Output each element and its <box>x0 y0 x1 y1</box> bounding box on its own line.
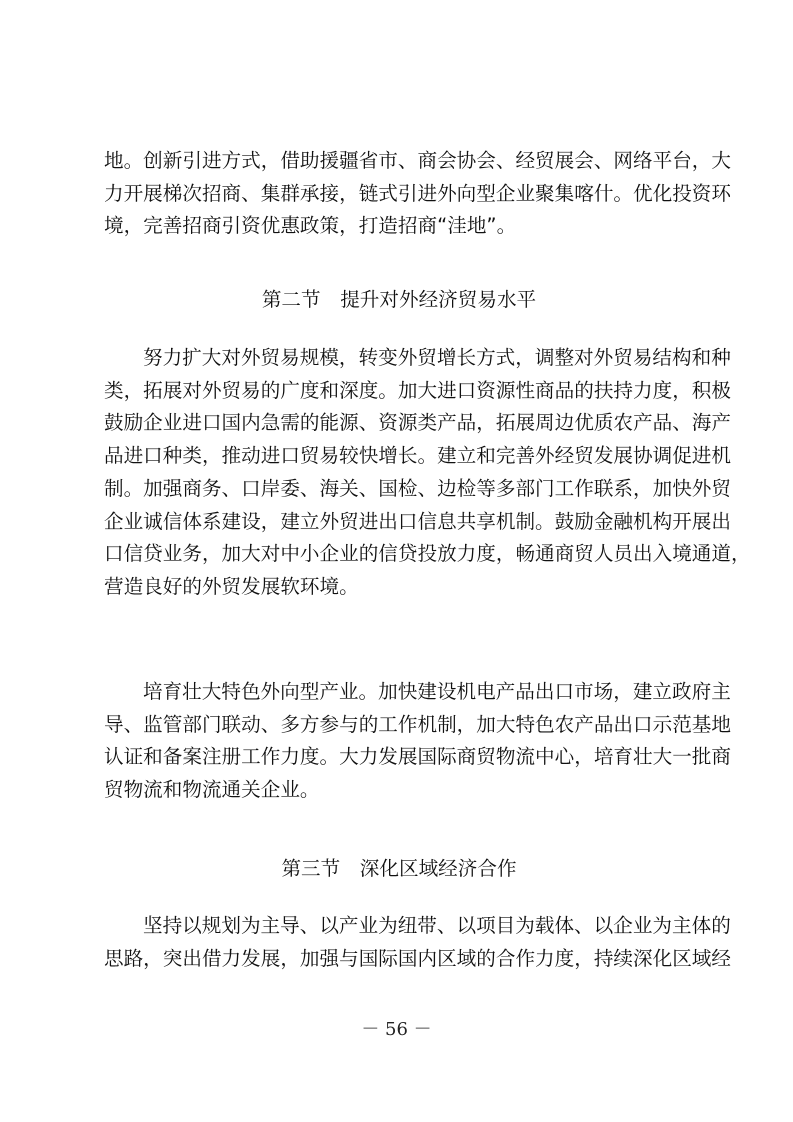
text-line: 品进口种类，推动进口贸易较快增长。建立和完善外经贸发展协调促进机 <box>104 444 731 468</box>
paragraph-investment-environment <box>104 145 731 243</box>
text-line: 认证和备案注册工作力度。大力发展国际商贸物流中心，培育壮大一批商 <box>104 745 731 769</box>
text-line: 力开展梯次招商、集群承接，链式引进外向型企业聚集喀什。优化投资环 <box>104 181 731 205</box>
text-line: 口信贷业务，加大对中小企业的信贷投放力度，畅通商贸人员出入境通道， <box>104 542 751 566</box>
text-line: 坚持以规划为主导、以产业为纽带、以项目为载体、以企业为主体的 <box>143 914 731 937</box>
text-line: 思路，突出借力发展，加强与国际国内区域的合作力度，持续深化区域经 <box>104 946 731 970</box>
text-line: 贸物流和物流通关企业。 <box>104 778 320 802</box>
text-line: 境，完善招商引资优惠政策，打造招商“洼地”。 <box>104 214 517 238</box>
page-number: － 56 － <box>361 1019 432 1040</box>
text-line: 鼓励企业进口国内急需的能源、资源类产品，拓展周边优质农产品、海产 <box>104 411 731 435</box>
paragraph-regional-cooperation <box>104 910 731 975</box>
section-heading-2: 第二节 提升对外经济贸易水平 <box>261 288 537 311</box>
text-line: 营造良好的外贸发展软环境。 <box>104 574 359 598</box>
paragraph-foreign-trade <box>104 342 751 604</box>
paragraph-export-industry <box>104 676 731 807</box>
text-line: 企业诚信体系建设，建立外贸进出口信息共享机制。鼓励金融机构开展出 <box>104 509 731 533</box>
text-line: 类，拓展对外贸易的广度和深度。加大进口资源性商品的扶持力度，积极 <box>104 378 731 402</box>
text-line: 地。创新引进方式，借助援疆省市、商会协会、经贸展会、网络平台，大 <box>104 149 731 172</box>
text-line: 导、监管部门联动、多方参与的工作机制，加大特色农产品出口示范基地 <box>104 712 731 736</box>
section-heading-3: 第三节 深化区域经济合作 <box>281 857 517 880</box>
text-line: 制。加强商务、口岸委、海关、国检、边检等多部门工作联系，加快外贸 <box>104 476 731 500</box>
text-line: 培育壮大特色外向型产业。加快建设机电产品出口市场，建立政府主 <box>143 680 731 703</box>
text-line: 努力扩大对外贸易规模，转变外贸增长方式，调整对外贸易结构和种 <box>143 346 731 369</box>
